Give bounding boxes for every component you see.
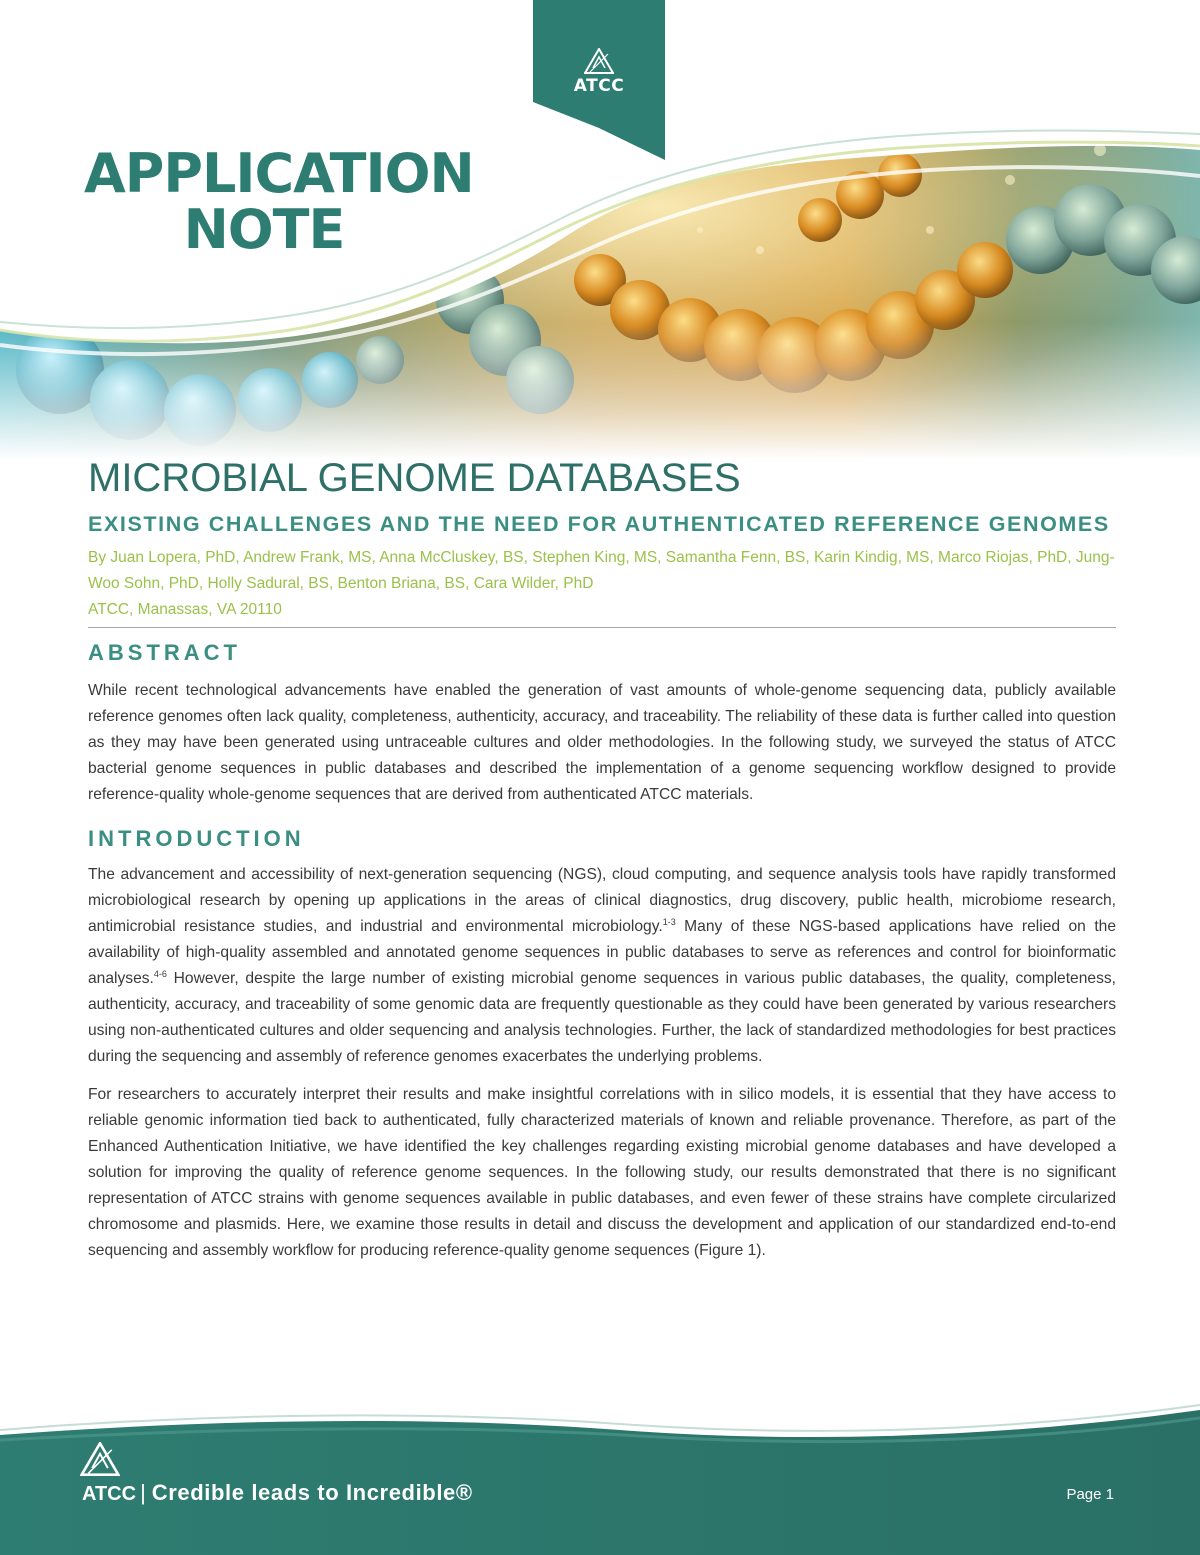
footer-band <box>0 1400 1200 1555</box>
document-title: MICROBIAL GENOME DATABASES <box>88 456 741 500</box>
footer-brand[interactable] <box>82 1480 473 1506</box>
document-type-banner <box>84 142 474 261</box>
atcc-logo[interactable] <box>533 0 665 128</box>
page-number: Page 1 <box>1066 1486 1114 1503</box>
author-list: By Juan Lopera, PhD, Andrew Frank, MS, Anna McCluskey, BS, Stephen King, MS, Samantha Fenn, BS, Karin Kindig, MS, Marco Riojas, PhD, Jung-Woo Sohn, PhD, Holly Sadural, BS, Benton Briana, BS, Cara Wilder, PhD <box>88 549 1115 592</box>
logo-text: ATCC <box>573 76 625 96</box>
introduction-heading: INTRODUCTION <box>88 826 305 851</box>
intro-p1-text-c: However, despite the large number of existing microbial genome sequences in various public databases, the quality, completeness, authenticity, accuracy, and traceability of some genomic data are frequently questionable as they could have been generated by various researchers using non-authenticated cultures and older sequencing and analysis technologies. Further, the lack of standardized methodologies for best practices during the sequencing and assembly of reference genomes exacerbates the underlying problems. <box>88 970 1116 1065</box>
footer-atcc-mark-icon <box>80 1442 120 1476</box>
intro-p1-text-b: Many of these NGS-based applications have relied on the availability of high-quality assembled and annotated genome sequences in public databases to serve as references and control for bioinformatic analyses. <box>88 918 1116 987</box>
footer-separator: | <box>140 1480 146 1505</box>
citation-ref-1: 1-3 <box>662 916 676 927</box>
affiliation: ATCC, Manassas, VA 20110 <box>88 601 282 618</box>
atcc-logo-icon <box>584 48 614 74</box>
footer-tagline: Credible leads to Incredible® <box>151 1480 473 1505</box>
abstract-heading: ABSTRACT <box>88 640 241 665</box>
introduction-paragraph-1 <box>88 862 1116 1070</box>
section-divider <box>88 627 1116 628</box>
intro-p1-text-a: The advancement and accessibility of next-generation sequencing (NGS), cloud computing, and sequence analysis tools have rapidly transformed microbiological research by opening up applications in the areas of clinical diagnostics, drug discovery, public health, microbiome research, antimicrobial resistance studies, and industrial and environmental microbiology. <box>88 866 1116 935</box>
document-subtitle: EXISTING CHALLENGES AND THE NEED FOR AUTHENTICATED REFERENCE GENOMES <box>88 512 1110 536</box>
abstract-text: While recent technological advancements have enabled the generation of vast amounts of whole-genome sequencing data, publicly available reference genomes often lack quality, completeness, authenticity, accuracy, and traceability. The reliability of these data is further called into question as they may have been generated using untraceable cultures and older methodologies. In the following study, we surveyed the status of ATCC bacterial genome sequences in public databases and described the implementation of a genome sequencing workflow designed to provide reference-quality whole-genome sequences that are derived from authenticated ATCC materials. <box>88 682 1116 803</box>
citation-ref-2: 4-6 <box>153 968 167 979</box>
footer-logo-text: ATCC <box>82 1483 137 1505</box>
banner-line-2: NOTE <box>183 198 345 261</box>
banner-line-1: APPLICATION <box>84 142 474 205</box>
introduction-paragraph-2: For researchers to accurately interpret their results and make insightful correlations with in silico models, it is essential that they have access to reliable genomic information tied back to authenticated, fully characterized materials of known and reliable provenance. Therefore, as part of the Enhanced Authentication Initiative, we have identified the key challenges regarding existing microbial genome databases and have developed a solution for improving the quality of reference genome sequences. In the following study, our results demonstrated that there is no significant representation of ATCC strains with genome sequences available in public databases, and even fewer of these strains have complete circularized chromosome and plasmids. Here, we examine those results in detail and discuss the development and application of our standardized end-to-end sequencing and assembly workflow for producing reference-quality genome sequences (Figure 1). <box>88 1086 1116 1259</box>
